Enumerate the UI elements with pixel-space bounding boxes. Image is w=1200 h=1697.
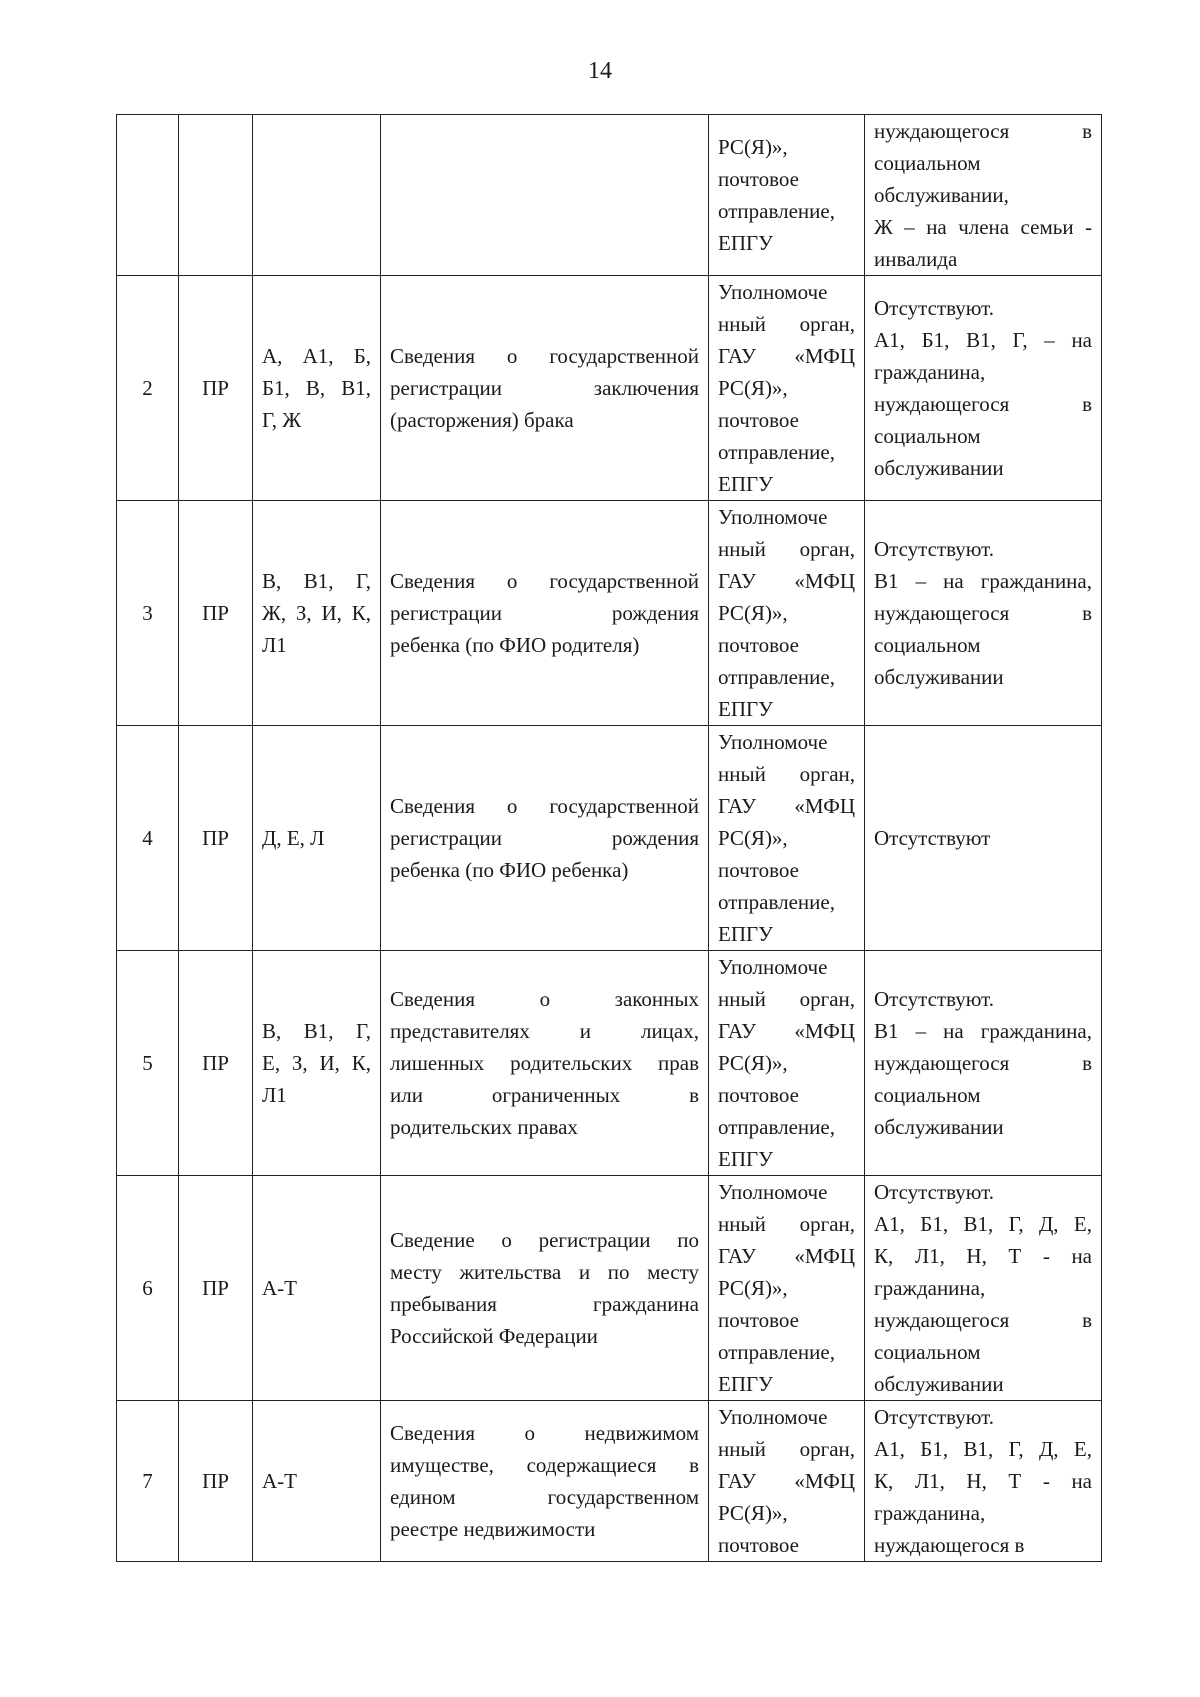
document-title-line: Сведения о государственной bbox=[390, 794, 699, 818]
exemptions-note-line: обслуживании bbox=[874, 456, 1004, 480]
submission-method-line: ЕПГУ bbox=[718, 1372, 774, 1396]
submission-method-line: Уполномоче bbox=[718, 730, 828, 754]
row-type: ПР bbox=[202, 601, 229, 625]
exemptions-note-line: социальном bbox=[874, 633, 981, 657]
exemptions-note-line: Отсутствуют. bbox=[874, 1180, 995, 1204]
row-number-cell bbox=[117, 115, 179, 276]
submission-method-cell bbox=[709, 276, 865, 501]
applicant-codes-line: Г, Ж bbox=[262, 408, 302, 432]
table-row bbox=[117, 1401, 1102, 1562]
exemptions-note-line: В1 – на гражданина, bbox=[874, 569, 1092, 593]
submission-method-line: РС(Я)», bbox=[718, 1051, 788, 1075]
exemptions-note-line: К, Л1, Н, Т - на bbox=[874, 1469, 1092, 1493]
submission-method-line: Уполномоче bbox=[718, 955, 828, 979]
applicant-codes-line: А-Т bbox=[262, 1469, 297, 1493]
document-title-line: лишенных родительских прав bbox=[390, 1051, 699, 1075]
exemptions-note-line: Ж – на члена семьи - bbox=[874, 215, 1092, 239]
exemptions-note-line: Отсутствуют. bbox=[874, 1405, 995, 1429]
row-number: 2 bbox=[142, 376, 153, 400]
submission-method-cell bbox=[709, 115, 865, 276]
submission-method-line: ГАУ «МФЦ bbox=[718, 344, 855, 368]
row-type: ПР bbox=[202, 1276, 229, 1300]
submission-method-line: ГАУ «МФЦ bbox=[718, 1019, 855, 1043]
document-title-line: родительских правах bbox=[390, 1115, 578, 1139]
submission-method-line: ЕПГУ bbox=[718, 231, 774, 255]
table-row bbox=[117, 501, 1102, 726]
document-title-cell bbox=[381, 726, 709, 951]
row-number: 7 bbox=[142, 1469, 153, 1493]
submission-method-line: отправление, bbox=[718, 1340, 835, 1364]
submission-method-line: Уполномоче bbox=[718, 1405, 828, 1429]
document-title-cell bbox=[381, 1401, 709, 1562]
document-title-line: регистрации заключения bbox=[390, 376, 699, 400]
exemptions-note-line: Отсутствуют. bbox=[874, 296, 995, 320]
applicant-codes-line: Е, З, И, К, bbox=[262, 1051, 371, 1075]
submission-method-line: нный орган, bbox=[718, 762, 855, 786]
applicant-codes-line: В, В1, Г, bbox=[262, 1019, 371, 1043]
exemptions-note-line: социальном bbox=[874, 1340, 981, 1364]
document-title-line: (расторжения) брака bbox=[390, 408, 574, 432]
submission-method-line: ГАУ «МФЦ bbox=[718, 1244, 855, 1268]
submission-method-line: нный орган, bbox=[718, 987, 855, 1011]
documents-table bbox=[116, 114, 1102, 1562]
submission-method-line: отправление, bbox=[718, 1115, 835, 1139]
exemptions-note-cell bbox=[865, 501, 1102, 726]
exemptions-note-line: обслуживании bbox=[874, 1372, 1004, 1396]
row-type-cell bbox=[179, 1176, 253, 1401]
exemptions-note-line: инвалида bbox=[874, 247, 958, 271]
submission-method-line: ГАУ «МФЦ bbox=[718, 569, 855, 593]
exemptions-note-line: нуждающегося в bbox=[874, 392, 1092, 416]
exemptions-note-cell bbox=[865, 1176, 1102, 1401]
row-number: 5 bbox=[142, 1051, 153, 1075]
document-title-line: пребывания гражданина bbox=[390, 1292, 699, 1316]
document-title-line: ребенка (по ФИО ребенка) bbox=[390, 858, 629, 882]
exemptions-note-cell bbox=[865, 115, 1102, 276]
submission-method-line: отправление, bbox=[718, 199, 835, 223]
submission-method-line: нный орган, bbox=[718, 537, 855, 561]
exemptions-note-line: гражданина, bbox=[874, 1276, 986, 1300]
document-title-line: едином государственном bbox=[390, 1485, 699, 1509]
submission-method-cell bbox=[709, 951, 865, 1176]
document-title-line: регистрации рождения bbox=[390, 826, 699, 850]
document-title-line: имуществе, содержащиеся в bbox=[390, 1453, 699, 1477]
exemptions-note-line: обслуживании, bbox=[874, 183, 1009, 207]
table-row bbox=[117, 115, 1102, 276]
document-title-line: ребенка (по ФИО родителя) bbox=[390, 633, 640, 657]
submission-method-cell bbox=[709, 726, 865, 951]
applicant-codes-line: А, А1, Б, bbox=[262, 344, 371, 368]
exemptions-note-line: обслуживании bbox=[874, 1115, 1004, 1139]
submission-method-line: ГАУ «МФЦ bbox=[718, 794, 855, 818]
table-row bbox=[117, 951, 1102, 1176]
document-title-line: регистрации рождения bbox=[390, 601, 699, 625]
exemptions-note-line: Отсутствуют bbox=[874, 826, 991, 850]
applicant-codes-line: Д, Е, Л bbox=[262, 826, 325, 850]
exemptions-note-line: социальном bbox=[874, 424, 981, 448]
exemptions-note-line: А1, Б1, В1, Г, – на bbox=[874, 328, 1092, 352]
table-row bbox=[117, 1176, 1102, 1401]
exemptions-note-line: нуждающегося в bbox=[874, 1533, 1025, 1557]
document-title-cell bbox=[381, 1176, 709, 1401]
row-type-cell bbox=[179, 501, 253, 726]
submission-method-line: почтовое bbox=[718, 1533, 800, 1557]
submission-method-line: Уполномоче bbox=[718, 505, 828, 529]
document-title-cell bbox=[381, 951, 709, 1176]
exemptions-note-cell bbox=[865, 1401, 1102, 1562]
exemptions-note-line: Отсутствуют. bbox=[874, 987, 995, 1011]
submission-method-line: почтовое bbox=[718, 633, 800, 657]
exemptions-note-cell bbox=[865, 726, 1102, 951]
submission-method-line: Уполномоче bbox=[718, 280, 828, 304]
row-number: 4 bbox=[142, 826, 153, 850]
exemptions-note-line: Отсутствуют. bbox=[874, 537, 995, 561]
row-number: 3 bbox=[142, 601, 153, 625]
row-type-cell bbox=[179, 726, 253, 951]
applicant-codes-cell bbox=[253, 276, 381, 501]
submission-method-line: РС(Я)», bbox=[718, 376, 788, 400]
document-title-line: представителях и лицах, bbox=[390, 1019, 699, 1043]
submission-method-line: РС(Я)», bbox=[718, 826, 788, 850]
exemptions-note-line: нуждающегося в bbox=[874, 601, 1092, 625]
submission-method-line: отправление, bbox=[718, 890, 835, 914]
document-title-line: Сведения о государственной bbox=[390, 569, 699, 593]
applicant-codes-line: Ж, З, И, К, bbox=[262, 601, 371, 625]
submission-method-cell bbox=[709, 501, 865, 726]
submission-method-line: Уполномоче bbox=[718, 1180, 828, 1204]
exemptions-note-line: А1, Б1, В1, Г, Д, Е, bbox=[874, 1437, 1092, 1461]
document-title-cell bbox=[381, 276, 709, 501]
submission-method-line: ЕПГУ bbox=[718, 922, 774, 946]
applicant-codes-line: В, В1, Г, bbox=[262, 569, 371, 593]
submission-method-line: ГАУ «МФЦ bbox=[718, 1469, 855, 1493]
table-row bbox=[117, 726, 1102, 951]
document-title-line: Сведения о недвижимом bbox=[390, 1421, 699, 1445]
page-number: 14 bbox=[588, 58, 612, 84]
applicant-codes-line: Л1 bbox=[262, 1083, 287, 1107]
row-number-cell bbox=[117, 276, 179, 501]
exemptions-note-line: нуждающегося в bbox=[874, 1051, 1092, 1075]
submission-method-line: почтовое bbox=[718, 858, 800, 882]
document-title-cell bbox=[381, 115, 709, 276]
applicant-codes-line: Л1 bbox=[262, 633, 287, 657]
exemptions-note-line: гражданина, bbox=[874, 360, 986, 384]
document-title-cell bbox=[381, 501, 709, 726]
row-type: ПР bbox=[202, 826, 229, 850]
exemptions-note-line: обслуживании bbox=[874, 665, 1004, 689]
row-number-cell bbox=[117, 501, 179, 726]
submission-method-line: РС(Я)», bbox=[718, 1501, 788, 1525]
applicant-codes-cell bbox=[253, 951, 381, 1176]
row-number-cell bbox=[117, 726, 179, 951]
row-type-cell bbox=[179, 1401, 253, 1562]
row-type-cell bbox=[179, 951, 253, 1176]
submission-method-line: нный орган, bbox=[718, 1437, 855, 1461]
exemptions-note-cell bbox=[865, 951, 1102, 1176]
document-title-line: Сведения о законных bbox=[390, 987, 699, 1011]
submission-method-line: ЕПГУ bbox=[718, 1147, 774, 1171]
row-type-cell bbox=[179, 115, 253, 276]
document-title-line: Сведения о государственной bbox=[390, 344, 699, 368]
row-type: ПР bbox=[202, 1051, 229, 1075]
submission-method-line: почтовое bbox=[718, 167, 800, 191]
exemptions-note-line: гражданина, bbox=[874, 1501, 986, 1525]
applicant-codes-line: А-Т bbox=[262, 1276, 297, 1300]
submission-method-cell bbox=[709, 1401, 865, 1562]
submission-method-line: ЕПГУ bbox=[718, 472, 774, 496]
document-title-line: Российской Федерации bbox=[390, 1324, 598, 1348]
applicant-codes-cell bbox=[253, 726, 381, 951]
exemptions-note-line: А1, Б1, В1, Г, Д, Е, bbox=[874, 1212, 1092, 1236]
applicant-codes-cell bbox=[253, 115, 381, 276]
submission-method-line: РС(Я)», bbox=[718, 601, 788, 625]
document-title-line: месту жительства и по месту bbox=[390, 1260, 699, 1284]
exemptions-note-line: социальном bbox=[874, 151, 981, 175]
row-type: ПР bbox=[202, 1469, 229, 1493]
row-type-cell bbox=[179, 276, 253, 501]
exemptions-note-line: В1 – на гражданина, bbox=[874, 1019, 1092, 1043]
table-row bbox=[117, 276, 1102, 501]
exemptions-note-cell bbox=[865, 276, 1102, 501]
document-title-line: или ограниченных в bbox=[390, 1083, 699, 1107]
row-number-cell bbox=[117, 951, 179, 1176]
document-title-line: реестре недвижимости bbox=[390, 1517, 596, 1541]
submission-method-line: РС(Я)», bbox=[718, 135, 788, 159]
row-number-cell bbox=[117, 1176, 179, 1401]
row-type: ПР bbox=[202, 376, 229, 400]
document-title-line: Сведение о регистрации по bbox=[390, 1228, 699, 1252]
exemptions-note-line: нуждающегося в bbox=[874, 1308, 1092, 1332]
submission-method-line: отправление, bbox=[718, 665, 835, 689]
submission-method-line: РС(Я)», bbox=[718, 1276, 788, 1300]
submission-method-line: почтовое bbox=[718, 1083, 800, 1107]
applicant-codes-cell bbox=[253, 1401, 381, 1562]
exemptions-note-line: нуждающегося в bbox=[874, 119, 1092, 143]
submission-method-line: почтовое bbox=[718, 408, 800, 432]
applicant-codes-line: Б1, В, В1, bbox=[262, 376, 371, 400]
submission-method-line: нный орган, bbox=[718, 1212, 855, 1236]
submission-method-cell bbox=[709, 1176, 865, 1401]
submission-method-line: почтовое bbox=[718, 1308, 800, 1332]
exemptions-note-line: К, Л1, Н, Т - на bbox=[874, 1244, 1092, 1268]
applicant-codes-cell bbox=[253, 501, 381, 726]
row-number: 6 bbox=[142, 1276, 153, 1300]
applicant-codes-cell bbox=[253, 1176, 381, 1401]
exemptions-note-line: социальном bbox=[874, 1083, 981, 1107]
submission-method-line: отправление, bbox=[718, 440, 835, 464]
row-number-cell bbox=[117, 1401, 179, 1562]
submission-method-line: нный орган, bbox=[718, 312, 855, 336]
submission-method-line: ЕПГУ bbox=[718, 697, 774, 721]
